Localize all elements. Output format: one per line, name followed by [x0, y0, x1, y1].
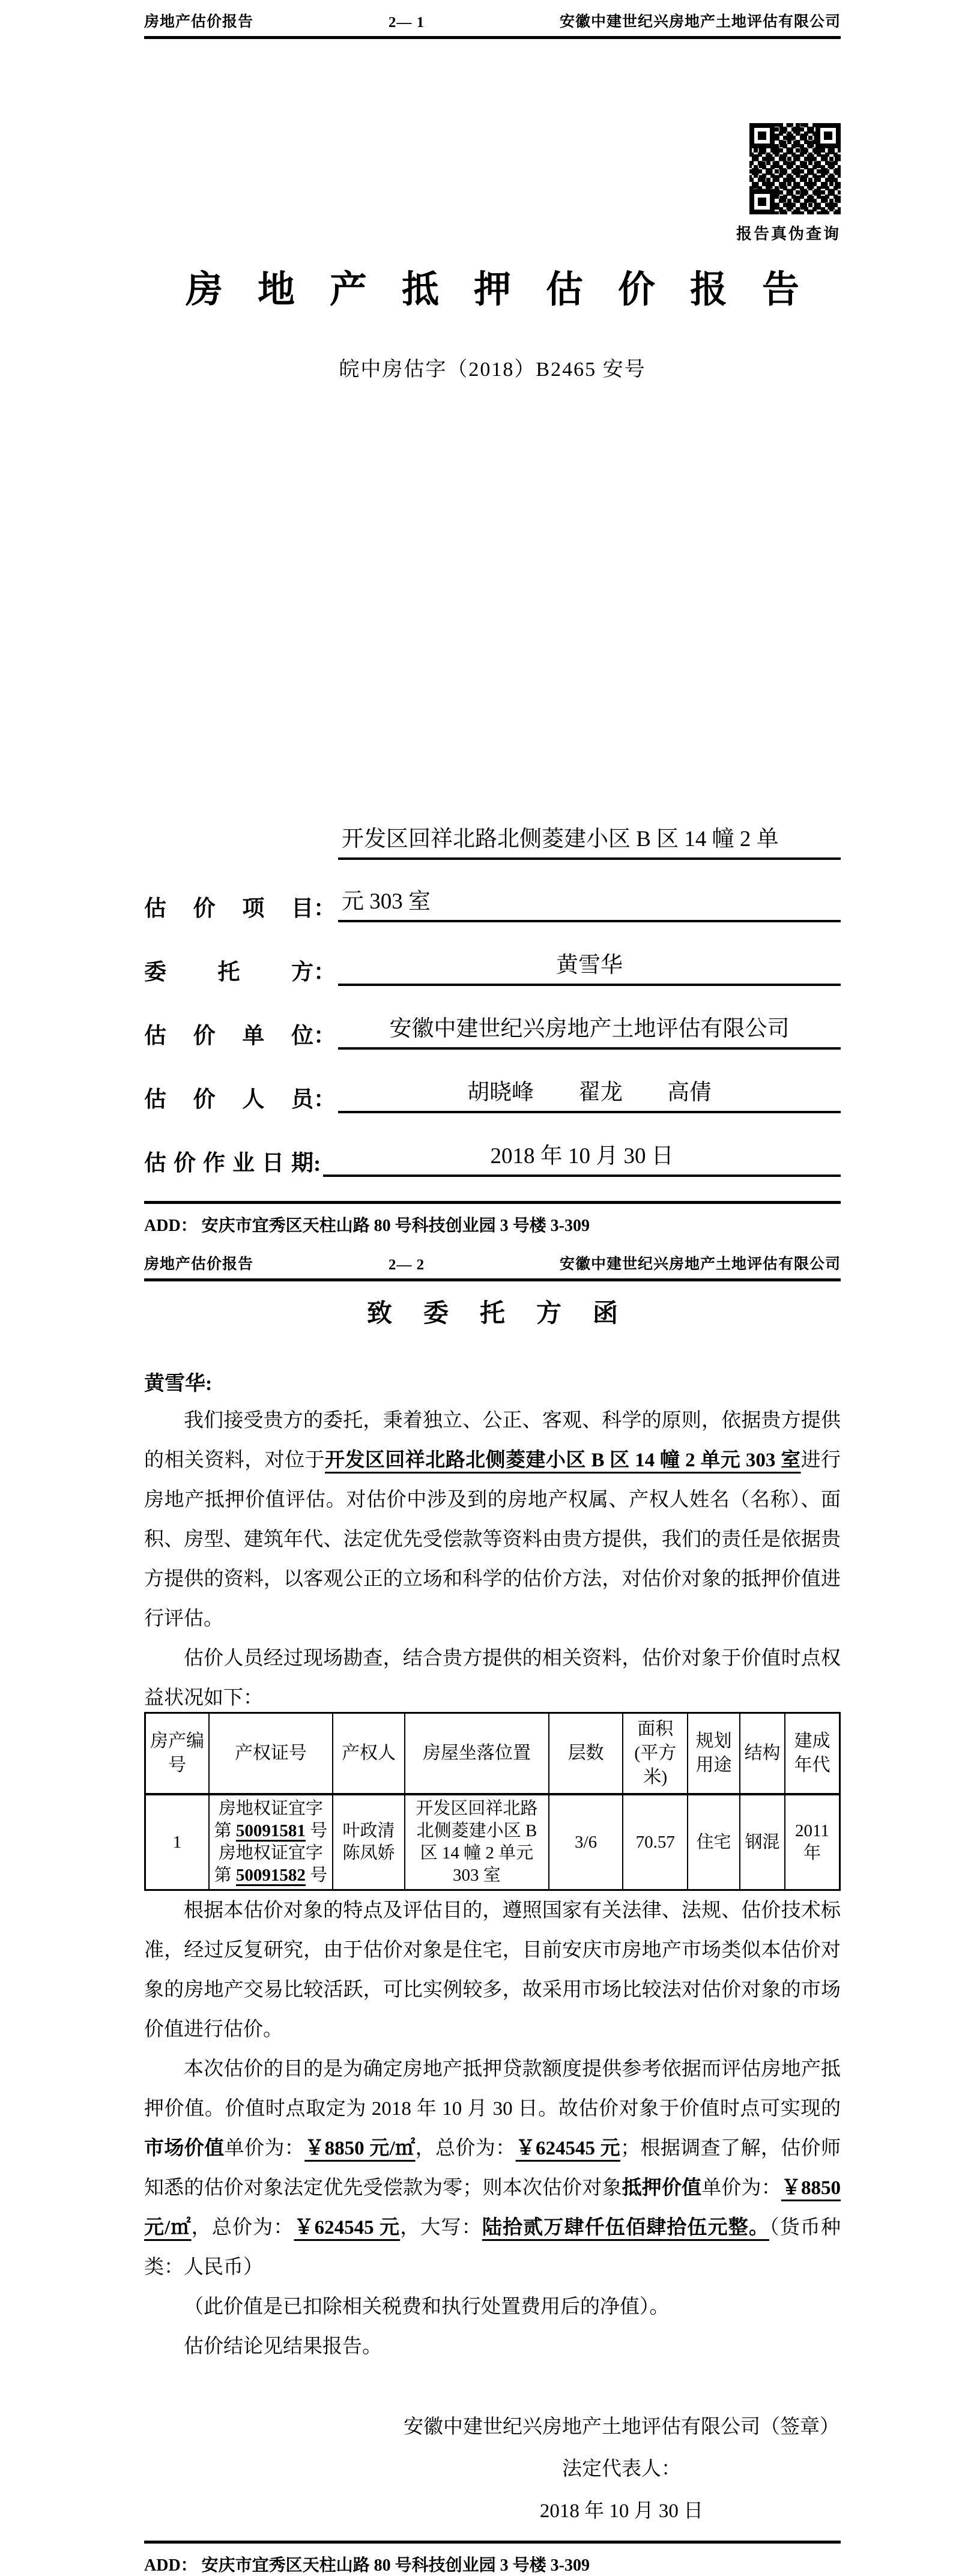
letter-salutation: 黄雪华:: [144, 1373, 213, 1395]
field-work-date-label: 估价作业日期: [144, 1151, 313, 1176]
letter-paragraph-6: 估价结论见结果报告。: [184, 2336, 382, 2357]
field-project-colon: ：: [313, 896, 336, 921]
page2-header-page-number: 2— 2: [388, 1257, 425, 1273]
col-header-planned-use: 规划用途: [688, 1713, 740, 1795]
page2-footer-address: ADD： 安庆市宜秀区天柱山路 80 号科技创业园 3 号楼 3-309: [144, 2556, 590, 2575]
field-project-label: 估价项目: [144, 896, 313, 921]
field-valuers: [144, 1074, 841, 1113]
col-header-floors: 层数: [549, 1713, 623, 1795]
signature-legal-rep: 法定代表人：: [562, 2458, 681, 2480]
qr-section: [144, 123, 841, 244]
page2-header-company: 安徽中建世纪兴房地产土地评估有限公司: [559, 1256, 841, 1272]
field-work-date-value: [323, 1137, 841, 1177]
cell-owner: 叶政清 陈凤娇: [333, 1794, 405, 1890]
field-agency-colon: ：: [313, 1024, 336, 1048]
field-valuers-value: [338, 1074, 841, 1113]
table-row: [145, 1794, 840, 1890]
field-valuers-label: 估价人员: [144, 1087, 313, 1112]
page2-header: [144, 1252, 841, 1281]
qr-code: [749, 123, 841, 214]
signature-block: [402, 2406, 841, 2532]
field-client-label: 委托方: [144, 960, 313, 985]
field-project: [144, 820, 841, 922]
page-1: [144, 10, 841, 1236]
field-valuers-value-text: 胡晓峰 翟龙 高倩: [338, 1074, 841, 1113]
field-agency-value-text: 安徽中建世纪兴房地产土地评估有限公司: [338, 1010, 841, 1050]
field-project-value: [338, 820, 841, 922]
field-agency-value: [338, 1010, 841, 1050]
col-header-year-built: 建成年代: [785, 1713, 840, 1795]
col-header-location: 房屋坐落位置: [405, 1713, 549, 1795]
letter-body: [144, 1401, 841, 2366]
field-work-date: [144, 1137, 841, 1177]
field-agency: [144, 1010, 841, 1050]
page1-header-doc-type: 房地产估价报告: [144, 14, 254, 30]
field-client-value: [338, 946, 841, 986]
field-project-value-line1: 开发区回祥北路北侧菱建小区 B 区 14 幢 2 单: [338, 820, 841, 860]
field-client: [144, 946, 841, 986]
col-header-property-no: 房产编号: [145, 1713, 209, 1795]
report-title: 房地产抵押估价报告: [185, 270, 834, 310]
cell-property-no: 1: [145, 1794, 209, 1890]
col-header-cert-no: 产权证号: [209, 1713, 333, 1795]
property-rights-table: [144, 1712, 841, 1891]
field-work-date-colon: :: [313, 1152, 321, 1176]
letter-title: 致委托方函: [366, 1300, 649, 1328]
cell-location: 开发区回祥北路北侧菱建小区 B 区 14 幢 2 单元 303 室: [405, 1794, 549, 1890]
page1-header-company: 安徽中建世纪兴房地产土地评估有限公司: [559, 14, 841, 30]
cell-area: 70.57: [623, 1794, 688, 1890]
qr-finder-icon: [749, 123, 775, 148]
cover-fields: [144, 820, 841, 1177]
letter-paragraph-2: 估价人员经过现场勘查，结合贵方提供的相关资料，估价对象于价值时点权益状况如下：: [144, 1648, 841, 1709]
page-2: [144, 1252, 841, 2576]
cell-structure: 钢混: [740, 1794, 785, 1890]
letter-paragraph-1: 我们接受贵方的委托，秉着独立、公正、客观、科学的原则，依据贵方提供的相关资料，对位于开发区回祥北路北侧菱建小区 B 区 14 幢 2 单元 303 室进行房地产抵押价值评估。对估价中涉及到的房地产权属、产权人姓名（名称）、面积、房型、建筑年代、法定优先受偿款等资料由贵方提供，我们的责任是依据贵方提供的资料，以客观公正的立场和科学的估价方法，对估价对象的抵押价值进行评估。: [144, 1410, 841, 1630]
page1-header: [144, 10, 841, 39]
qr-finder-icon: [749, 189, 775, 214]
letter-paragraph-5: （此价值是已扣除相关税费和执行处置费用后的净值）。: [184, 2296, 670, 2318]
letter-paragraph-3: 根据本估价对象的特点及评估目的，遵照国家有关法律、法规、估价技术标准，经过反复研究，由于估价对象是住宅，目前安庆市房地产市场类似本估价对象的房地产交易比较活跃，可比实例较多，故采用市场比较法对估价对象的市场价值进行估价。: [144, 1900, 841, 2040]
col-header-structure: 结构: [740, 1713, 785, 1795]
field-work-date-value-text: 2018 年 10 月 30 日: [323, 1137, 841, 1177]
col-header-owner: 产权人: [333, 1713, 405, 1795]
table-header-row: [145, 1713, 840, 1795]
field-client-colon: ：: [313, 960, 336, 985]
cell-cert-no: 房地权证宜字 第 50091581 号 房地权证宜字 第 50091582 号: [209, 1794, 333, 1890]
field-client-value-text: 黄雪华: [338, 946, 841, 986]
letter-paragraph-4: 本次估价的目的是为确定房地产抵押贷款额度提供参考依据而评估房地产抵押价值。价值时点取定为 2018 年 10 月 30 日。故估价对象于价值时点可实现的市场价值单价为：￥8850 元/㎡，总价为：￥624545 元；根据调查了解，估价师知悉的估价对象法定优先受偿款为零；则本次估价对象抵押价值单价为：￥8850 元/㎡，总价为：￥624545 元，大写：陆拾贰万肆仟伍佰肆拾伍元整。（货币种类：人民币）: [144, 2058, 841, 2278]
page1-header-page-number: 2— 1: [388, 14, 425, 31]
cell-year-built: 2011 年: [785, 1794, 840, 1890]
signature-company: 安徽中建世纪兴房地产土地评估有限公司（签章）: [404, 2416, 840, 2438]
page1-footer-address: ADD： 安庆市宜秀区天柱山路 80 号科技创业园 3 号楼 3-309: [144, 1217, 590, 1235]
report-number: 皖中房估字（2018）B2465 安号: [339, 358, 646, 381]
page2-footer: [144, 2541, 841, 2576]
field-agency-label: 估价单位: [144, 1024, 313, 1048]
qr-finder-icon: [815, 123, 841, 148]
field-valuers-colon: ：: [313, 1087, 336, 1112]
page1-footer: [144, 1201, 841, 1236]
cell-planned-use: 住宅: [688, 1794, 740, 1890]
page2-header-doc-type: 房地产估价报告: [144, 1256, 254, 1272]
signature-date: 2018 年 10 月 30 日: [539, 2500, 704, 2522]
col-header-area: 面积(平方米): [623, 1713, 688, 1795]
qr-caption: 报告真伪查询: [736, 225, 841, 243]
field-project-value-line2: 元 303 室: [338, 883, 841, 922]
cell-floors: 3/6: [549, 1794, 623, 1890]
